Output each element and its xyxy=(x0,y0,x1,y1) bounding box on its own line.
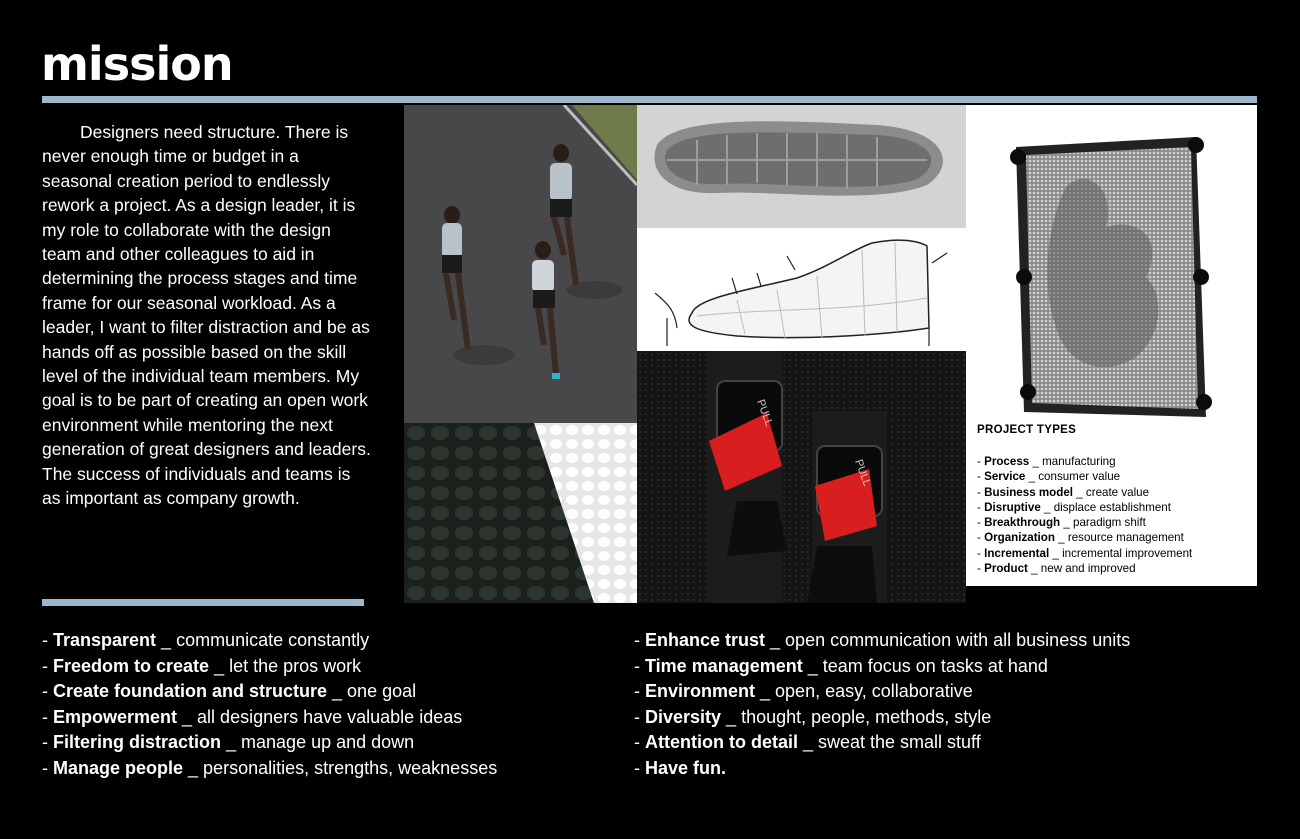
value-item: - Empowerment _ all designers have valuable ideas xyxy=(42,706,463,727)
shoe-last-sketch xyxy=(637,228,966,351)
value-item: - Filtering distraction _ manage up and down xyxy=(42,732,415,753)
value-item: - Environment _ open, easy, collaborative xyxy=(634,681,973,702)
project-type-item: - Organization _ resource management xyxy=(977,531,1184,545)
project-type-item: - Breakthrough _ paradigm shift xyxy=(977,516,1146,530)
value-item: - Transparent _ communicate constantly xyxy=(42,630,370,650)
mesh-material-photo xyxy=(404,423,637,603)
strap-label-2: PULL xyxy=(852,457,873,488)
value-item: - Manage people _ personalities, strengths, weaknesses xyxy=(42,757,498,778)
top-divider xyxy=(42,96,1257,103)
project-type-item: - Business model _ create value xyxy=(977,485,1150,499)
project-type-item: - Process _ manufacturing xyxy=(977,455,1116,468)
project-type-item: - Incremental _ incremental improvement xyxy=(977,546,1193,560)
value-item: - Attention to detail _ sweat the small stuff xyxy=(634,732,981,753)
project-type-item: - Service _ consumer value xyxy=(977,470,1121,484)
runners-photo xyxy=(404,105,637,423)
page-title: mission xyxy=(41,37,233,91)
values-list-right xyxy=(634,628,1130,782)
value-item: - Time management _ team focus on tasks at hand xyxy=(634,655,1048,676)
project-types-heading: PROJECT TYPES xyxy=(977,424,1077,436)
mission-paragraph-text: Designers need structure. There is never enough time or budget in a seasonal creation period to endlessly rework a project. As a design leader, it is my role to collaborate with the design team and other colleagues to aid in determining the process stages and time frame for our seasonal workload. As a leader, I want to filter distraction and be as hands off as possible based on the skill level of the individual team members. My goal is to be part of creating an open work environment while mentoring the next generation of great designers and leaders. The success of individuals and teams is as important as company growth. xyxy=(42,122,371,509)
value-item: - Freedom to create _ let the pros work xyxy=(42,655,362,676)
sole-mold-photo xyxy=(637,105,966,228)
project-types-list xyxy=(977,454,1192,576)
project-type-item: - Product _ new and improved xyxy=(977,562,1136,576)
pin-art-photo xyxy=(996,127,1216,427)
value-item: - Enhance trust _ open communication with all business units xyxy=(634,630,1131,650)
values-list-left xyxy=(42,628,497,782)
mission-paragraph xyxy=(42,120,372,511)
project-type-item: - Disruptive _ displace establishment xyxy=(977,500,1171,514)
value-item: - Diversity _ thought, people, methods, style xyxy=(634,706,992,727)
section-divider xyxy=(42,599,364,606)
pull-straps-photo xyxy=(637,351,966,603)
value-item: - Have fun. xyxy=(634,757,727,778)
strap-label-1: PULL xyxy=(754,397,775,428)
value-item: - Create foundation and structure _ one goal xyxy=(42,681,417,702)
